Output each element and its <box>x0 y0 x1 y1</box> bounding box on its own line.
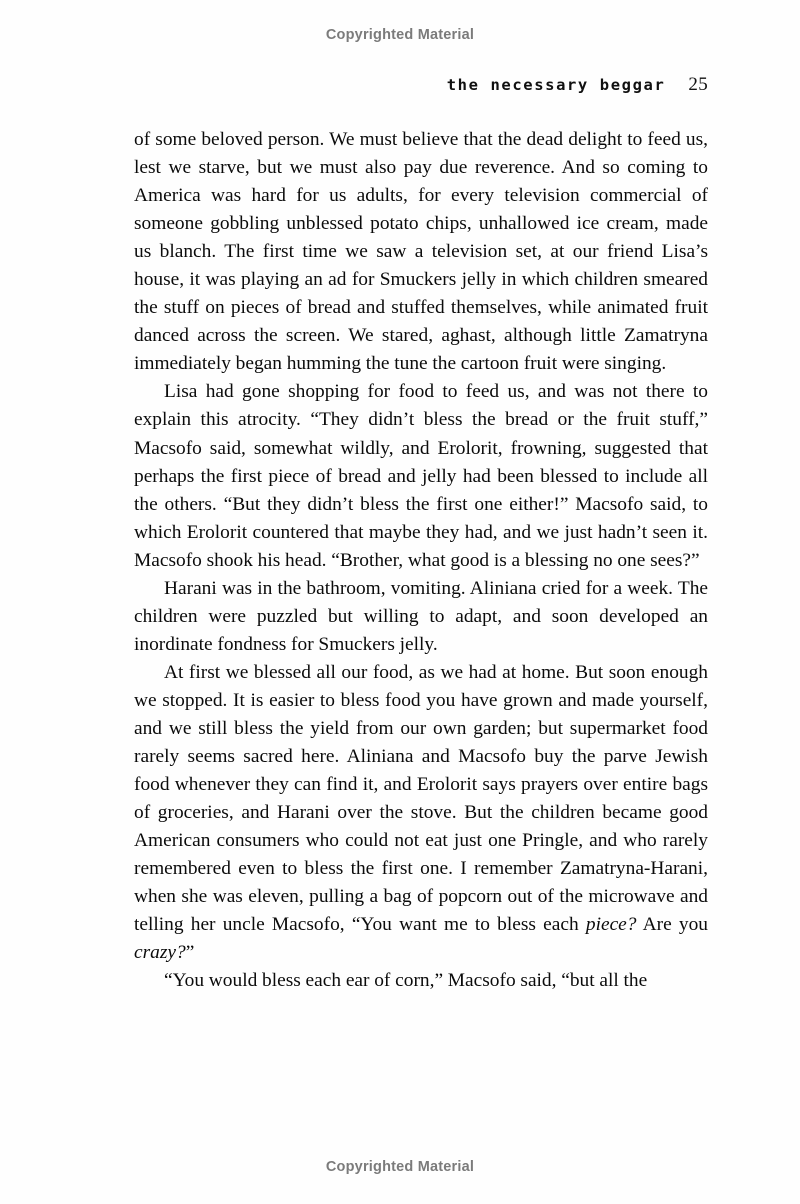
paragraph-1: of some beloved person. We must believe that the dead delight to feed us, lest we starve, but we must also pay due reverence. And so coming to America was hard for us adults, for every television commercial of someone gobbling unblessed potato chips, unhallowed ice cream, made us blanch. The first time we saw a television set, at our friend Lisa’s house, it was playing an ad for Smuckers jelly in which children smeared the stuff on pieces of bread and stuffed themselves, while animated fruit danced across the screen. We stared, aghast, although little Zamatryna immediately began humming the tune the cartoon fruit were singing. <box>134 129 708 375</box>
paragraph-3: Harani was in the bathroom, vomiting. Aliniana cried for a week. The children were puzzled but willing to adapt, and soon developed an inordinate fondness for Smuckers jelly. <box>134 577 708 655</box>
paragraph-2: Lisa had gone shopping for food to feed us, and was not there to explain this atrocity. “They didn’t bless the bread or the fruit stuff,” Macsofo said, somewhat wildly, and Erolorit, frowning, suggested that perhaps the first piece of bread and jelly had been blessed to include all the others. “But they didn’t bless the first one either!” Macsofo said, to which Erolorit countered that maybe they had, and we just hadn’t seen it. Macsofo shook his head. “Brother, what good is a blessing no one sees?” <box>134 381 708 571</box>
paragraph-5: “You would bless each ear of corn,” Macsofo said, “but all the <box>164 970 648 992</box>
running-head-title: the necessary beggar <box>446 76 666 94</box>
body-text-block <box>134 126 708 995</box>
page-number: 25 <box>688 74 708 95</box>
copyrighted-material-watermark-bottom: Copyrighted Material <box>325 1159 475 1175</box>
paragraph-4: At first we blessed all our food, as we had at home. But soon enough we stopped. It is easier to bless food you have grown and made yourself, and we still bless the yield from our own garden; but supermarket food rarely seems sacred here. Aliniana and Macsofo buy the parve Jewish food whenever they can find it, and Erolorit says prayers over entire bags of groceries, and Harani over the stove. But the children became good American consumers who could not eat just one Pringle, and who rarely remembered even to bless the first one. I remember Zamatryna-Harani, when she was eleven, pulling a bag of popcorn out of the microwave and telling her uncle Macsofo, “You want me to bless each piece? Are you crazy?” <box>134 661 708 964</box>
copyrighted-material-watermark-top: Copyrighted Material <box>325 27 475 43</box>
running-head <box>134 74 708 98</box>
